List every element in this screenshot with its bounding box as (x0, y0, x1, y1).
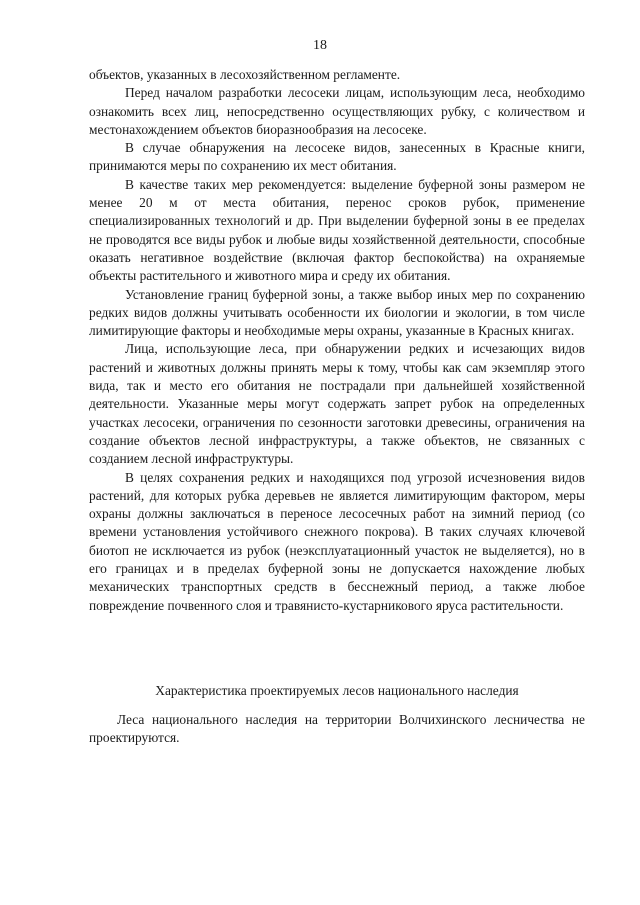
paragraph-buffer-zone-measures: В качестве таких мер рекомендуется: выделение буферной зоны размером не менее 20 м от места обитания, перенос сроков рубок, применение специализированных технологий и др. При выделении буферной зоны в ее пределах не проводятся все виды рубок и любые виды хозяйственной деятельности, способные оказать негативное воздействие (включая фактор беспокойства) на охраняемые объекты растительного и животного мира и среду их обитания. (89, 176, 585, 284)
paragraph-buffer-zone-boundaries: Установление границ буферной зоны, а также выбор иных мер по сохранению редких видов должны учитывать особенности их биологии и экологии, в том числе лимитирующие факторы и необходимые меры охраны, указанные в Красных книгах. (89, 286, 585, 339)
section-heading-wrap (89, 668, 585, 716)
document-body (89, 66, 585, 615)
page-number: 18 (313, 38, 327, 53)
section-heading: Характеристика проектируемых лесов национального наследия (155, 683, 519, 698)
section-body (89, 711, 585, 748)
paragraph-continuation: объектов, указанных в лесохозяйственном регламенте. (89, 67, 401, 82)
paragraph-forest-users-duties: Лица, использующие леса, при обнаружении редких и исчезающих видов растений и животных должны принять меры к тому, чтобы как сам экземпляр этого вида, так и место его обитания не пострадали при дальнейшей хозяйственной деятельности. Указанные меры могут содержать запрет рубок на определенных участках лесосеки, ограничения по сезонности заготовки древесины, ограничения на создание объектов лесной инфраструктуры, а также объектов, не связанных с созданием лесной инфраструктуры. (89, 341, 585, 467)
paragraph-familiarization: Перед началом разработки лесосеки лицам, использующим леса, необходимо ознакомить всех лиц, непосредственно осуществляющих рубку, с количеством и местонахождением объектов биоразнообразия на лесосеке. (89, 85, 585, 137)
paragraph-national-heritage: Леса национального наследия на территории Волчихинского лесничества не проектируются. (89, 712, 585, 746)
paragraph-winter-logging: В целях сохранения редких и находящихся под угрозой исчезновения видов растений, для которых рубка деревьев не является лимитирующим фактором, меры охраны должны заключаться в переносе лесосечных работ на зимний период (со времени установления устойчивого снежного покрова). В таких случаях ключевой биотоп не исключается из рубок (неэксплуатационный участок не выделяется), но в его границах и в пределах буферной зоны не допускается нахождение любых механических транспортных средств в бесснежный период, а также любое повреждение почвенного слоя и травянисто-кустарникового яруса растительности. (89, 469, 585, 613)
paragraph-red-book-species: В случае обнаружения на лесосеке видов, занесенных в Красные книги, принимаются меры по сохранению их мест обитания. (89, 140, 585, 174)
